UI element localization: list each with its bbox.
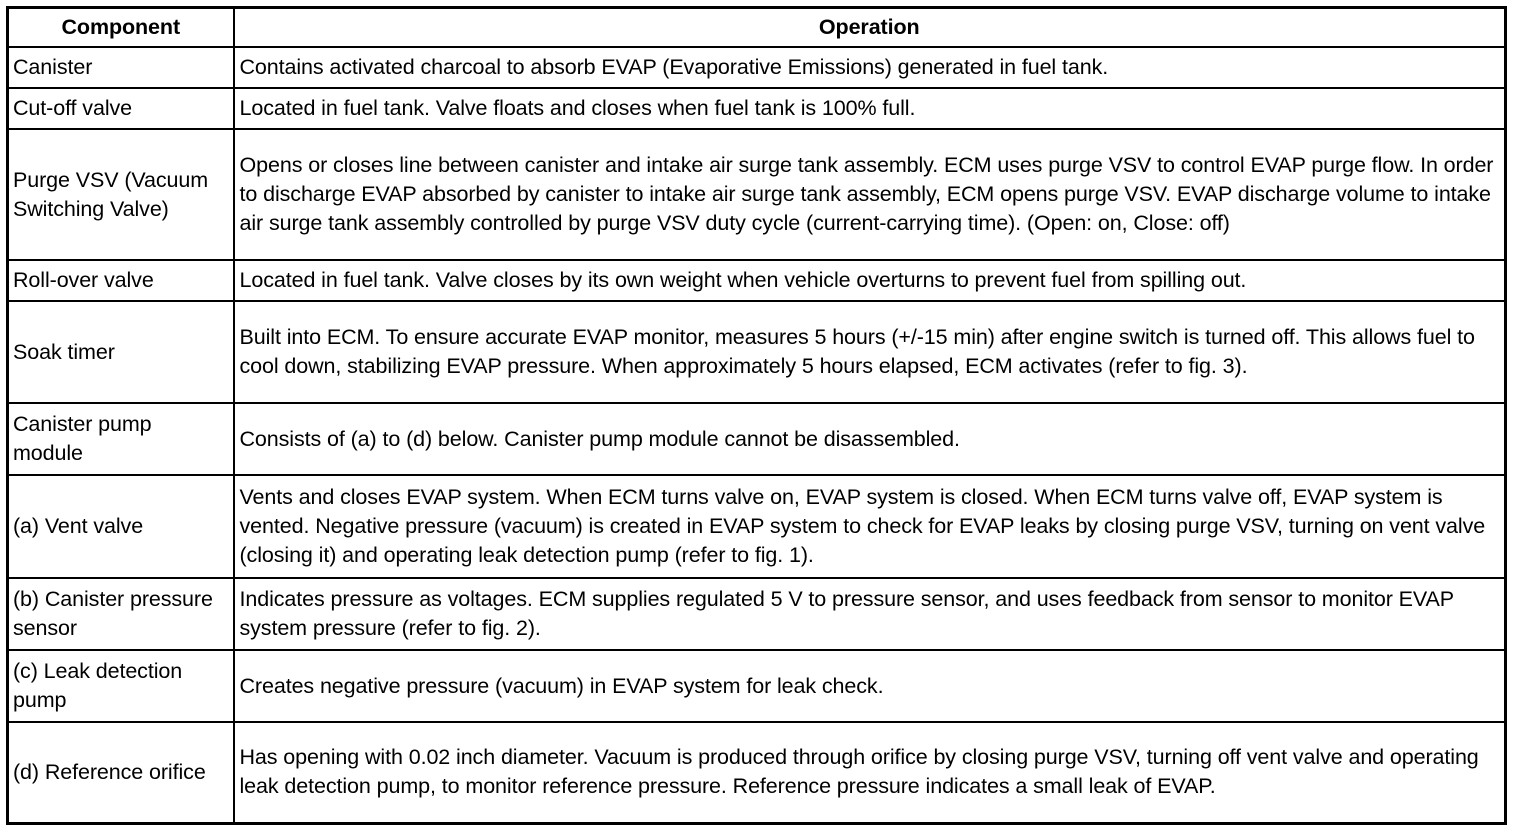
table-row [8, 475, 1506, 578]
component-cell: (a) Vent valve [8, 475, 234, 578]
operation-cell: Vents and closes EVAP system. When ECM turns valve on, EVAP system is closed. When ECM turns valve off, EVAP system is vented. Negative pressure (vacuum) is created in EVAP system to check for EVAP leaks by closing purge VSV, turning on vent valve (closing it) and operating leak detection pump (refer to fig. 1). [234, 475, 1506, 578]
table-row [8, 47, 1506, 88]
operation-cell: Contains activated charcoal to absorb EVAP (Evaporative Emissions) generated in fuel tank. [234, 47, 1506, 88]
component-cell: Canister pump module [8, 403, 234, 475]
operation-cell: Consists of (a) to (d) below. Canister pump module cannot be disassembled. [234, 403, 1506, 475]
component-cell: Soak timer [8, 301, 234, 403]
operation-cell: Has opening with 0.02 inch diameter. Vacuum is produced through orifice by closing purge VSV, turning off vent valve and operating leak detection pump, to monitor reference pressure. Reference pressure indicates a small leak of EVAP. [234, 722, 1506, 823]
component-cell: (b) Canister pressure sensor [8, 578, 234, 650]
component-cell: (c) Leak detection pump [8, 650, 234, 722]
operation-cell: Opens or closes line between canister and intake air surge tank assembly. ECM uses purge VSV to control EVAP purge flow. In order to discharge EVAP absorbed by canister to intake air surge tank assembly, ECM opens purge VSV. EVAP discharge volume to intake air surge tank assembly controlled by purge VSV duty cycle (current-carrying time). (Open: on, Close: off) [234, 129, 1506, 260]
operation-column-header: Operation [234, 8, 1506, 48]
component-cell: (d) Reference orifice [8, 722, 234, 823]
table-row [8, 578, 1506, 650]
component-operation-table [6, 6, 1507, 825]
operation-cell: Built into ECM. To ensure accurate EVAP monitor, measures 5 hours (+/-15 min) after engine switch is turned off. This allows fuel to cool down, stabilizing EVAP pressure. When approximately 5 hours elapsed, ECM activates (refer to fig. 3). [234, 301, 1506, 403]
table-row [8, 722, 1506, 823]
operation-cell: Indicates pressure as voltages. ECM supplies regulated 5 V to pressure sensor, and uses feedback from sensor to monitor EVAP system pressure (refer to fig. 2). [234, 578, 1506, 650]
operation-cell: Creates negative pressure (vacuum) in EVAP system for leak check. [234, 650, 1506, 722]
component-cell: Roll-over valve [8, 260, 234, 301]
component-cell: Canister [8, 47, 234, 88]
table-row [8, 403, 1506, 475]
table-row [8, 129, 1506, 260]
header-row [8, 8, 1506, 48]
component-cell: Purge VSV (Vacuum Switching Valve) [8, 129, 234, 260]
component-cell: Cut-off valve [8, 88, 234, 129]
table-row [8, 260, 1506, 301]
component-column-header: Component [8, 8, 234, 48]
operation-cell: Located in fuel tank. Valve floats and closes when fuel tank is 100% full. [234, 88, 1506, 129]
table-row [8, 650, 1506, 722]
operation-cell: Located in fuel tank. Valve closes by its own weight when vehicle overturns to prevent fuel from spilling out. [234, 260, 1506, 301]
table-row [8, 88, 1506, 129]
table-row [8, 301, 1506, 403]
